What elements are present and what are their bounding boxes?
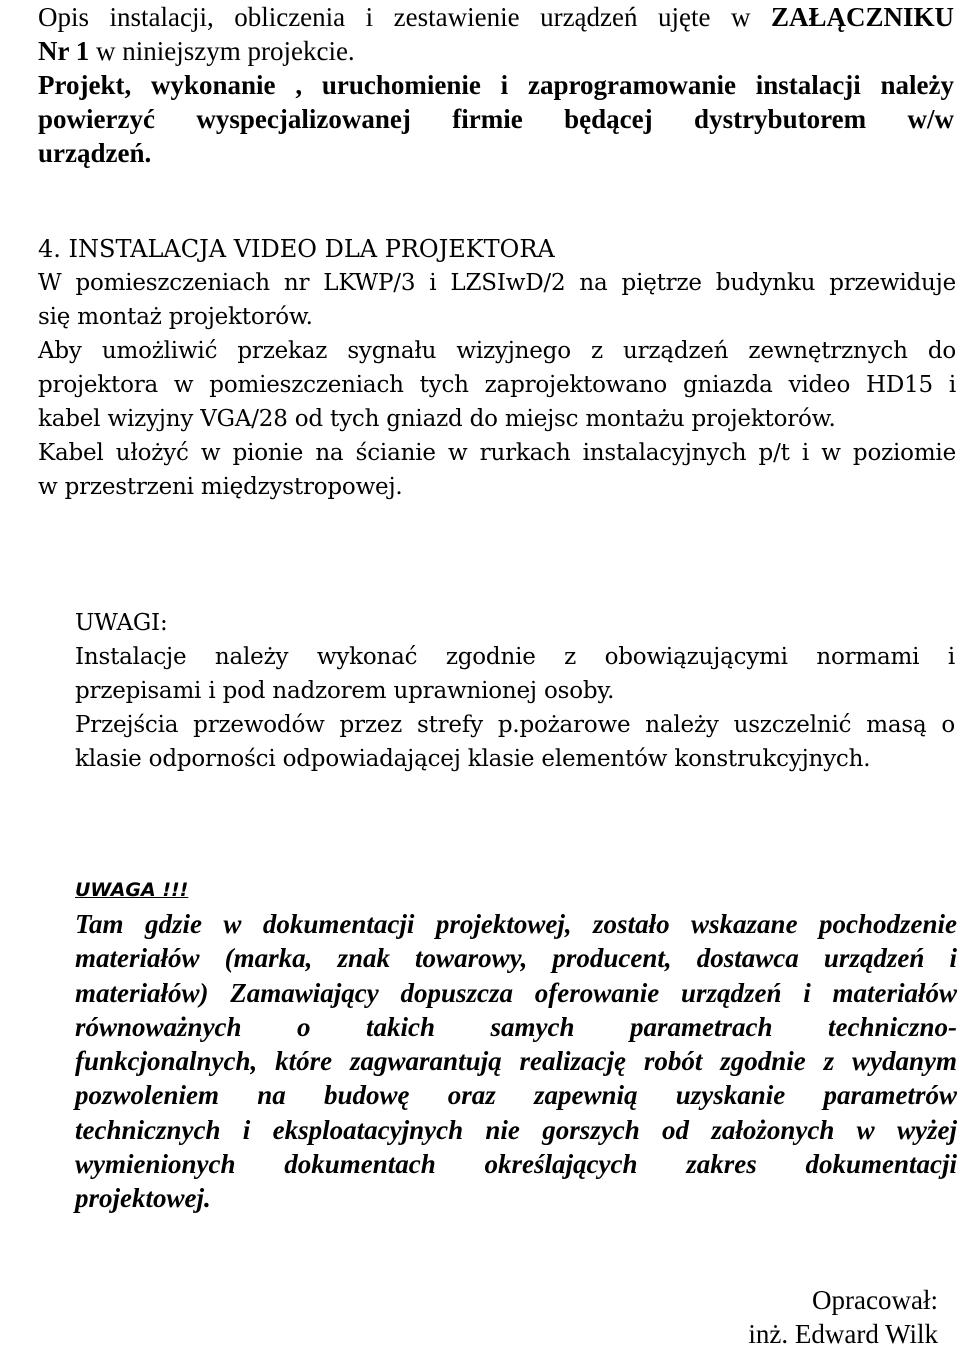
intro-text: Opis instalacji, obliczenia i zestawienie urządzeń ujęte w: [38, 2, 751, 32]
warning-line: Tam gdzie w dokumentacji projektowej, zostało wskazane pochodzenie: [75, 909, 957, 939]
notes-heading: UWAGI:: [75, 610, 168, 636]
paragraph-line: projektora w pomieszczeniach tych zaprojektowano gniazda video HD15 i: [38, 372, 956, 398]
intro-line: [38, 0, 954, 34]
signature-label: Opracował:: [812, 1285, 938, 1315]
signature-block: [748, 1283, 938, 1351]
section-4: [38, 232, 956, 504]
warning-line: materiałów) Zamawiający dopuszcza oferowanie urządzeń i materiałów: [75, 977, 957, 1008]
paragraph-line: W pomieszczeniach nr LKWP/3 i LZSIwD/2 na piętrze budynku przewiduje: [38, 270, 956, 296]
paragraph-line: się montaż projektorów.: [38, 304, 313, 330]
intro-paragraph: [38, 0, 954, 170]
signature-name: inż. Edward Wilk: [748, 1319, 938, 1349]
notes-line: klasie odporności odpowiadającej klasie elementów konstrukcyjnych.: [75, 746, 871, 772]
warning-heading: UWAGA !!!: [75, 879, 189, 901]
warning-line: materiałów (marka, znak towarowy, producent, dostawca urządzeń i: [75, 943, 957, 974]
intro-line: [38, 34, 954, 68]
paragraph-line: kabel wizyjny VGA/28 od tych gniazd do miejsc montażu projektorów.: [38, 406, 836, 432]
warning-line: projektowej.: [75, 1183, 211, 1214]
notes-line: Instalacje należy wykonać zgodnie z obowiązującymi normami i: [75, 644, 955, 670]
notes-section: [75, 606, 955, 776]
notes-line: Przejścia przewodów przez strefy p.pożarowe należy uszczelnić masą o: [75, 712, 955, 738]
paragraph-line: Kabel ułożyć w pionie na ścianie w rurkach instalacyjnych p/t i w poziomie: [38, 440, 956, 466]
warning-paragraph: [75, 907, 957, 1216]
warning-line: technicznych i eksploatacyjnych nie gorszych od założonych w wyżej: [75, 1114, 957, 1145]
attachment-reference: ZAŁĄCZNIKU: [770, 2, 954, 32]
attachment-number: Nr 1: [38, 36, 90, 66]
intro-text: w niniejszym projekcie.: [96, 36, 355, 66]
section-heading: 4. INSTALACJA VIDEO DLA PROJEKTORA: [38, 235, 555, 263]
paragraph-line: Aby umożliwić przekaz sygnału wizyjnego z urządzeń zewnętrznych do: [38, 338, 956, 364]
warning-line: wymienionych dokumentach określających zakres dokumentacji: [75, 1149, 957, 1180]
intro-bold-line: urządzeń.: [38, 138, 152, 168]
paragraph-line: w przestrzeni międzystropowej.: [38, 474, 403, 500]
intro-bold-line: powierzyć wyspecjalizowanej firmie będącej dystrybutorem w/w: [38, 104, 954, 134]
notes-line: przepisami i pod nadzorem uprawnionej osoby.: [75, 678, 615, 704]
intro-bold-line: Projekt, wykonanie , uruchomienie i zaprogramowanie instalacji należy: [38, 70, 954, 100]
warning-line: równoważnych o takich samych parametrach techniczno-: [75, 1011, 957, 1042]
warning-line: funkcjonalnych, które zagwarantują realizację robót zgodnie z wydanym: [75, 1046, 957, 1077]
warning-line: pozwoleniem na budowę oraz zapewnią uzyskanie parametrów: [75, 1080, 957, 1111]
